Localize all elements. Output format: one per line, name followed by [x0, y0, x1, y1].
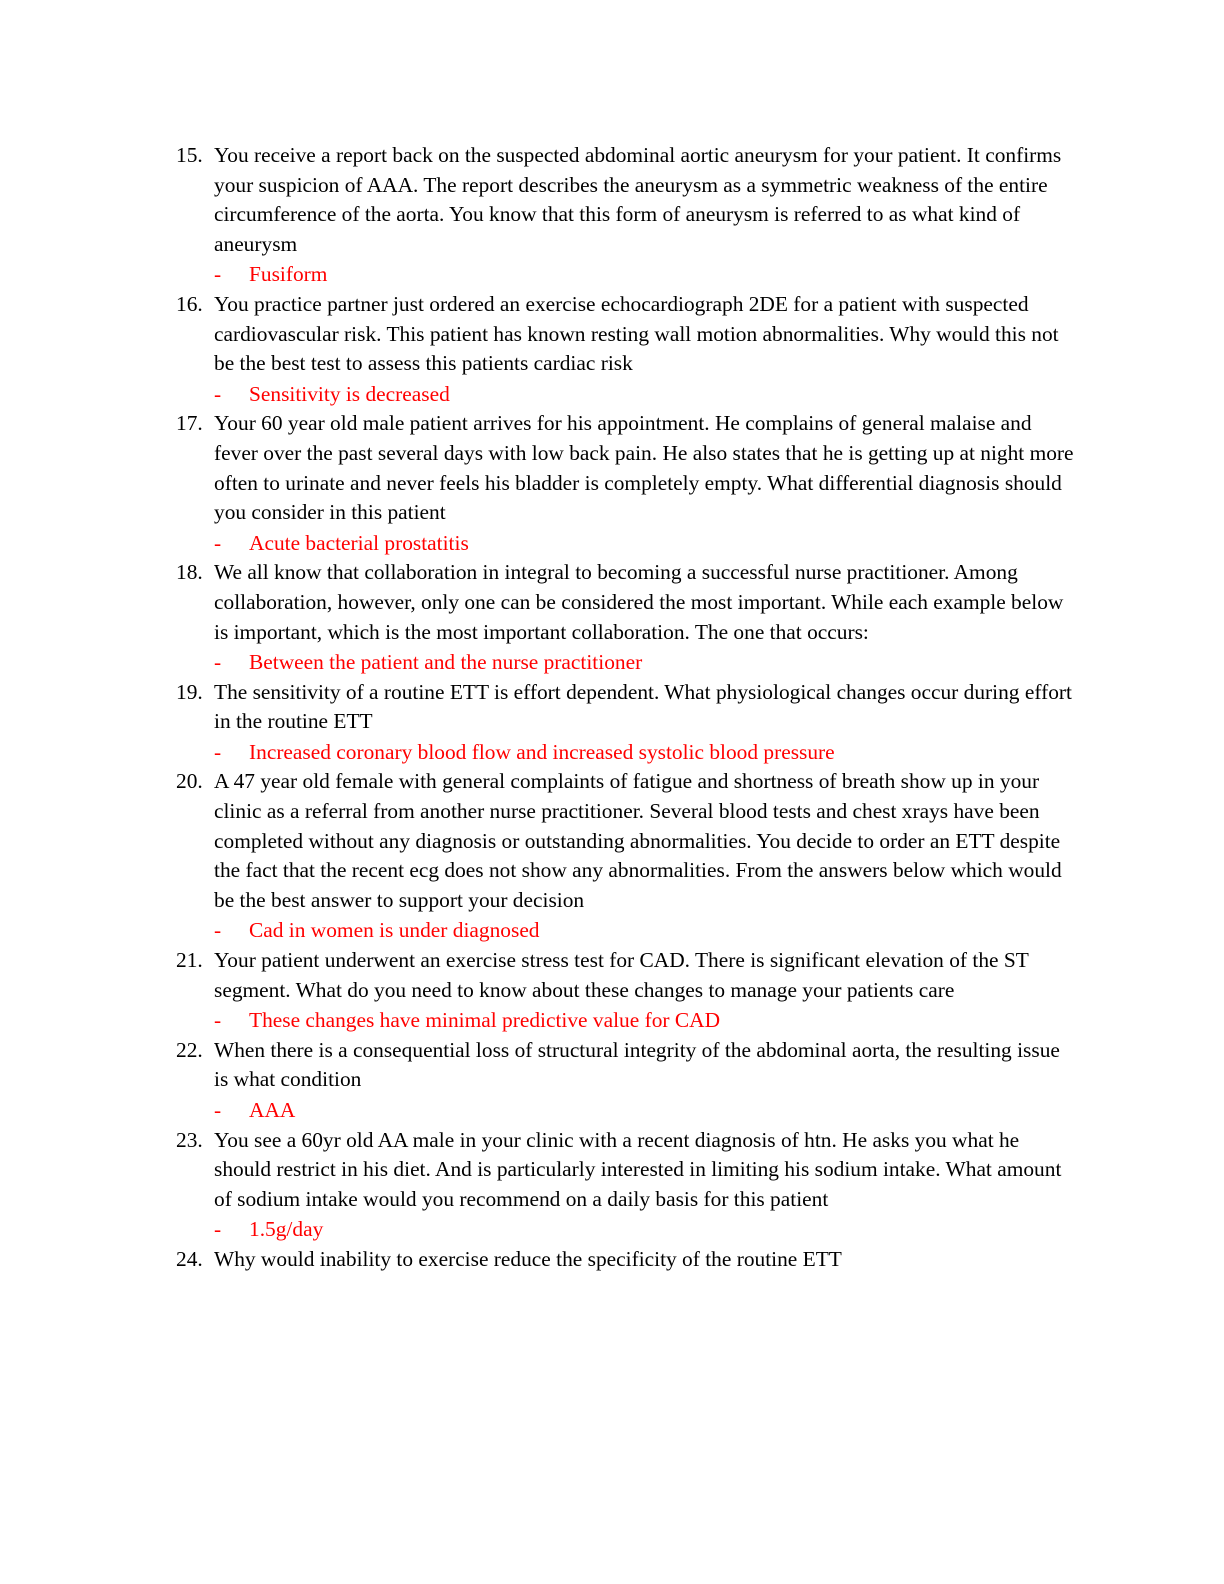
question-text: The sensitivity of a routine ETT is effort dependent. What physiological changes occur during effort in the routine ETT — [214, 679, 1072, 734]
answer — [176, 648, 1076, 678]
answer-text: Acute bacterial prostatitis — [249, 530, 469, 555]
question-number: 20. — [176, 769, 203, 794]
bullet-dash: - — [214, 530, 222, 555]
answer-text: Cad in women is under diagnosed — [249, 918, 540, 943]
answer-text: AAA — [249, 1098, 296, 1122]
question-text: When there is a consequential loss of structural integrity of the abdominal aorta, the resulting issue is what condition — [214, 1037, 1060, 1092]
qa-item-24 — [176, 1245, 1076, 1275]
qa-item-19 — [176, 678, 1076, 768]
question-number: 24. — [176, 1246, 203, 1271]
question — [176, 409, 1076, 527]
answer — [176, 1006, 1076, 1036]
answer — [176, 916, 1076, 946]
answer — [176, 529, 1076, 559]
question — [176, 558, 1076, 647]
bullet-dash: - — [214, 918, 222, 943]
answer — [176, 738, 1076, 768]
question — [176, 1126, 1076, 1215]
bullet-dash: - — [214, 1217, 222, 1242]
question-number: 16. — [176, 291, 203, 316]
bullet-dash: - — [214, 1098, 222, 1122]
question-number: 18. — [176, 560, 203, 585]
answer — [176, 1096, 1076, 1126]
qa-item-20 — [176, 767, 1076, 946]
qa-item-16 — [176, 290, 1076, 409]
question — [176, 290, 1076, 379]
answer-text: 1.5g/day — [249, 1217, 324, 1242]
question-number: 21. — [176, 948, 203, 973]
question-number: 22. — [176, 1037, 203, 1062]
answer-text: Increased coronary blood flow and increased systolic blood pressure — [249, 739, 835, 764]
bullet-dash: - — [214, 650, 222, 675]
question-text: You see a 60yr old AA male in your clinic with a recent diagnosis of htn. He asks you what he should restrict in his diet. And is particularly interested in limiting his sodium intake. What amount of sodium intake would you recommend on a daily basis for this patient — [214, 1127, 1062, 1211]
qa-item-17 — [176, 409, 1076, 558]
qa-item-15 — [176, 141, 1076, 290]
bullet-dash: - — [214, 1008, 222, 1033]
question-number: 23. — [176, 1127, 203, 1152]
question-number: 15. — [176, 143, 203, 167]
qa-item-23 — [176, 1126, 1076, 1245]
question — [176, 767, 1076, 915]
question-text: You practice partner just ordered an exercise echocardiograph 2DE for a patient with suspected cardiovascular risk. This patient has known resting wall motion abnormalities. Why would this not be the best test to assess this patients cardiac risk — [214, 291, 1059, 376]
answer-text: Fusiform — [249, 262, 328, 287]
answer — [176, 260, 1076, 290]
question — [176, 946, 1076, 1005]
question — [176, 1245, 1076, 1275]
answer — [176, 1215, 1076, 1245]
bullet-dash: - — [214, 739, 222, 764]
question-answer-list — [176, 141, 1076, 1275]
answer-text: These changes have minimal predictive value for CAD — [249, 1008, 721, 1033]
bullet-dash: - — [214, 262, 222, 287]
question — [176, 141, 1076, 259]
answer-text: Between the patient and the nurse practitioner — [249, 650, 643, 675]
question-text: We all know that collaboration in integral to becoming a successful nurse practitioner. Among collaboration, however, only one can be considered the most important. While each example below is important, which is the most important collaboration. The one that occurs: — [214, 560, 1064, 644]
question-text: Why would inability to exercise reduce the specificity of the routine ETT — [214, 1246, 842, 1271]
qa-item-21 — [176, 946, 1076, 1036]
answer-text: Sensitivity is decreased — [249, 381, 450, 406]
question-text: Your 60 year old male patient arrives for his appointment. He complains of general malaise and fever over the past several days with low back pain. He also states that he is getting up at night more often to urinate and never feels his bladder is completely empty. What differential diagnosis should you consider in this patient — [214, 411, 1074, 525]
question-text: A 47 year old female with general complaints of fatigue and shortness of breath show up in your clinic as a referral from another nurse practitioner. Several blood tests and chest xrays have been completed without any diagnosis or outstanding abnormalities. You decide to order an ETT despite the fact that the recent ecg does not show any abnormalities. From the answers below which would be the best answer to support your decision — [214, 769, 1062, 912]
question-number: 19. — [176, 679, 203, 704]
question — [176, 1036, 1076, 1095]
question-text: You receive a report back on the suspected abdominal aortic aneurysm for your patient. It confirms your suspicion of AAA. The report describes the aneurysm as a symmetric weakness of the entire circumference of the aorta. You know that this form of aneurysm is referred to as what kind of aneurysm — [214, 143, 1062, 256]
question-text: Your patient underwent an exercise stress test for CAD. There is significant elevation of the ST segment. What do you need to know about these changes to manage your patients care — [214, 948, 1029, 1002]
question — [176, 678, 1076, 737]
question-number: 17. — [176, 411, 203, 436]
answer — [176, 380, 1076, 410]
bullet-dash: - — [214, 381, 222, 406]
qa-item-18 — [176, 558, 1076, 677]
qa-item-22 — [176, 1036, 1076, 1126]
